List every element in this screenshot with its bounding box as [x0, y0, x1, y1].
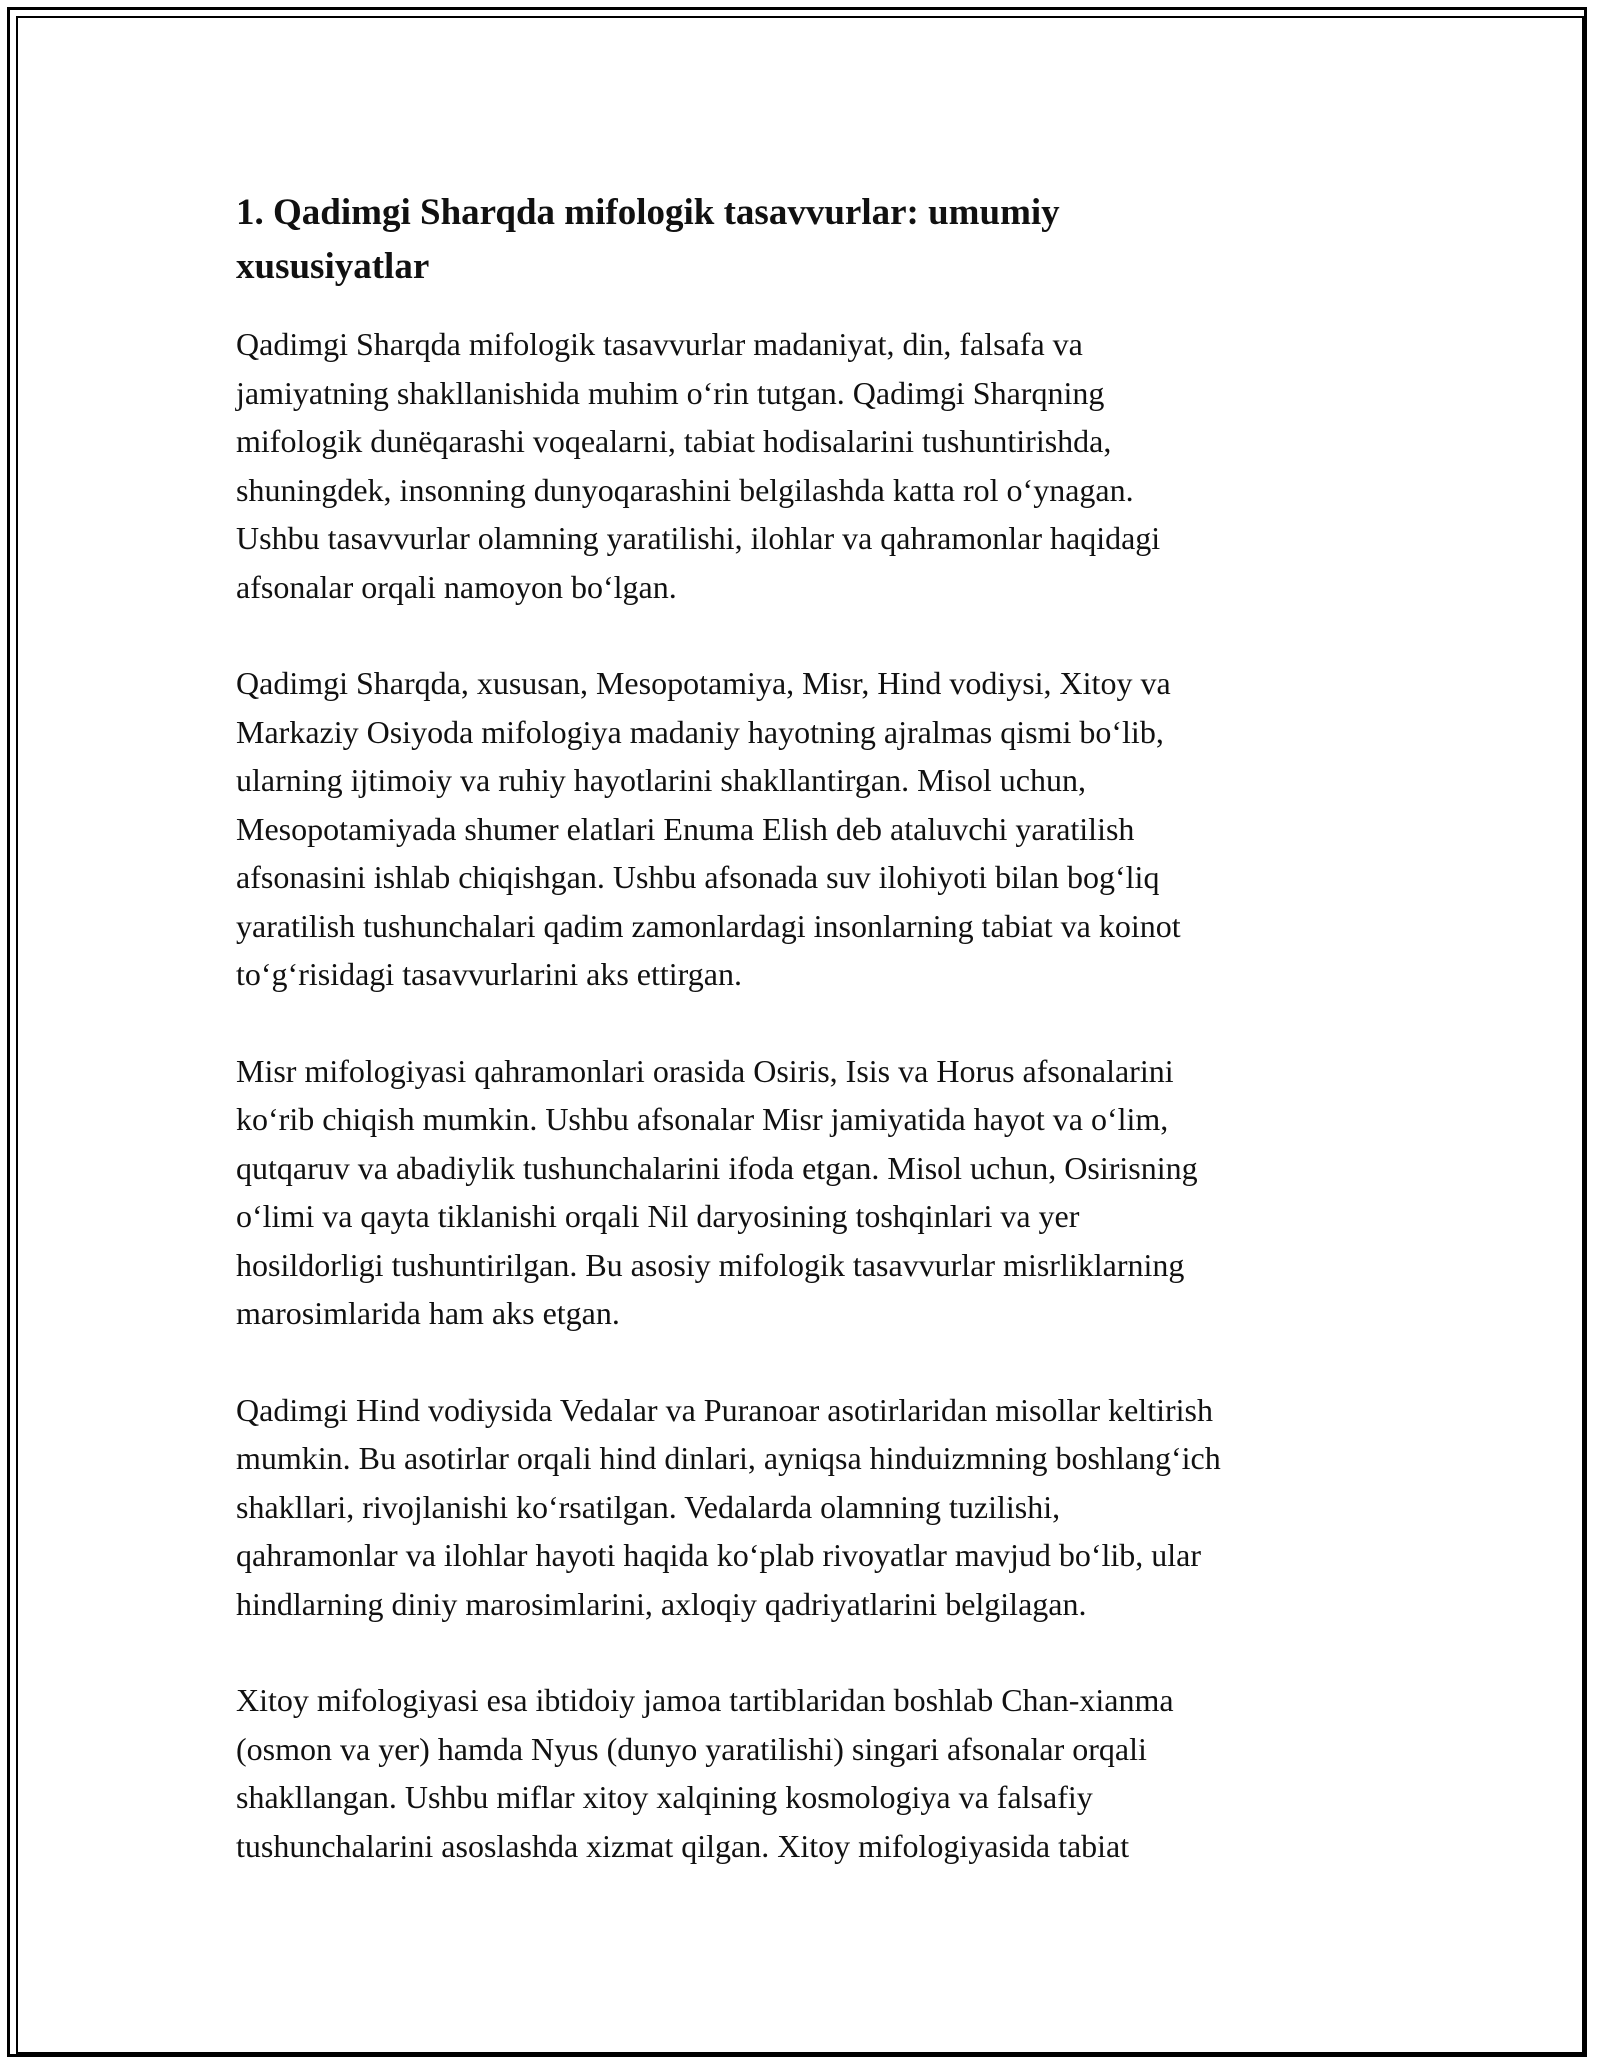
- paragraph-2: Qadimgi Sharqda, xususan, Mesopotamiya, Misr, Hind vodiysi, Xitoy va Markaziy Osiyoda mifologiya madaniy hayotning ajralmas qismi bo‘lib, ularning ijtimoiy va ruhiy hayotlarini shakllantirgan. Misol uchun, Mesopotamiyada shumer elatlari Enuma Elish deb ataluvchi yaratilish afsonasini ishlab chiqishgan. Ushbu afsonada suv ilohiyoti bilan bog‘liq yaratilish tushunchalari qadim zamonlardagi insonlarning tabiat va koinot to‘g‘risidagi tasavvurlarini aks ettirgan.: [236, 665, 1181, 992]
- paragraph-4: Qadimgi Hind vodiysida Vedalar va Puranoar asotirlaridan misollar keltirish mumkin. Bu asotirlar orqali hind dinlari, ayniqsa hinduizmning boshlang‘ich shakllari, rivojlanishi ko‘rsatilgan. Vedalarda olamning tuzilishi, qahramonlar va ilohlar hayoti haqida ko‘plab rivoyatlar mavjud bo‘lib, ular hindlarning diniy marosimlarini, axloqiy qadriyatlarini belgilagan.: [236, 1391, 1221, 1622]
- document-body: [236, 186, 1376, 1918]
- section-heading: 1. Qadimgi Sharqda mifologik tasavvurlar: umumiy xususiyatlar: [236, 192, 1060, 287]
- paragraph-3: Misr mifologiyasi qahramonlari orasida Osiris, Isis va Horus afsonalarini ko‘rib chiqish mumkin. Ushbu afsonalar Misr jamiyatida hayot va o‘lim, qutqaruv va abadiylik tushunchalarini ifoda etgan. Misol uchun, Osirisning o‘limi va qayta tiklanishi orqali Nil daryosining toshqinlari va yer hosildorligi tushuntirilgan. Bu asosiy mifologik tasavvurlar misrliklarning marosimlarida ham aks etgan.: [236, 1052, 1198, 1331]
- paragraph-1: Qadimgi Sharqda mifologik tasavvurlar madaniyat, din, falsafa va jamiyatning shakllanishida muhim o‘rin tutgan. Qadimgi Sharqning mifologik dunëqarashi voqealarni, tabiat hodisalarini tushuntirishda, shuningdek, insonning dunyoqarashini belgilashda katta rol o‘ynagan. Ushbu tasavvurlar olamning yaratilishi, ilohlar va qahramonlar haqidagi afsonalar orqali namoyon bo‘lgan.: [236, 326, 1161, 605]
- paragraph-5: Xitoy mifologiyasi esa ibtidoiy jamoa tartiblaridan boshlab Chan-xianma (osmon va yer) hamda Nyus (dunyo yaratilishi) singari afsonalar orqali shakllangan. Ushbu miflar xitoy xalqining kosmologiya va falsafiy tushunchalarini asoslashda xizmat qilgan. Xitoy mifologiyasida tabiat: [236, 1682, 1174, 1864]
